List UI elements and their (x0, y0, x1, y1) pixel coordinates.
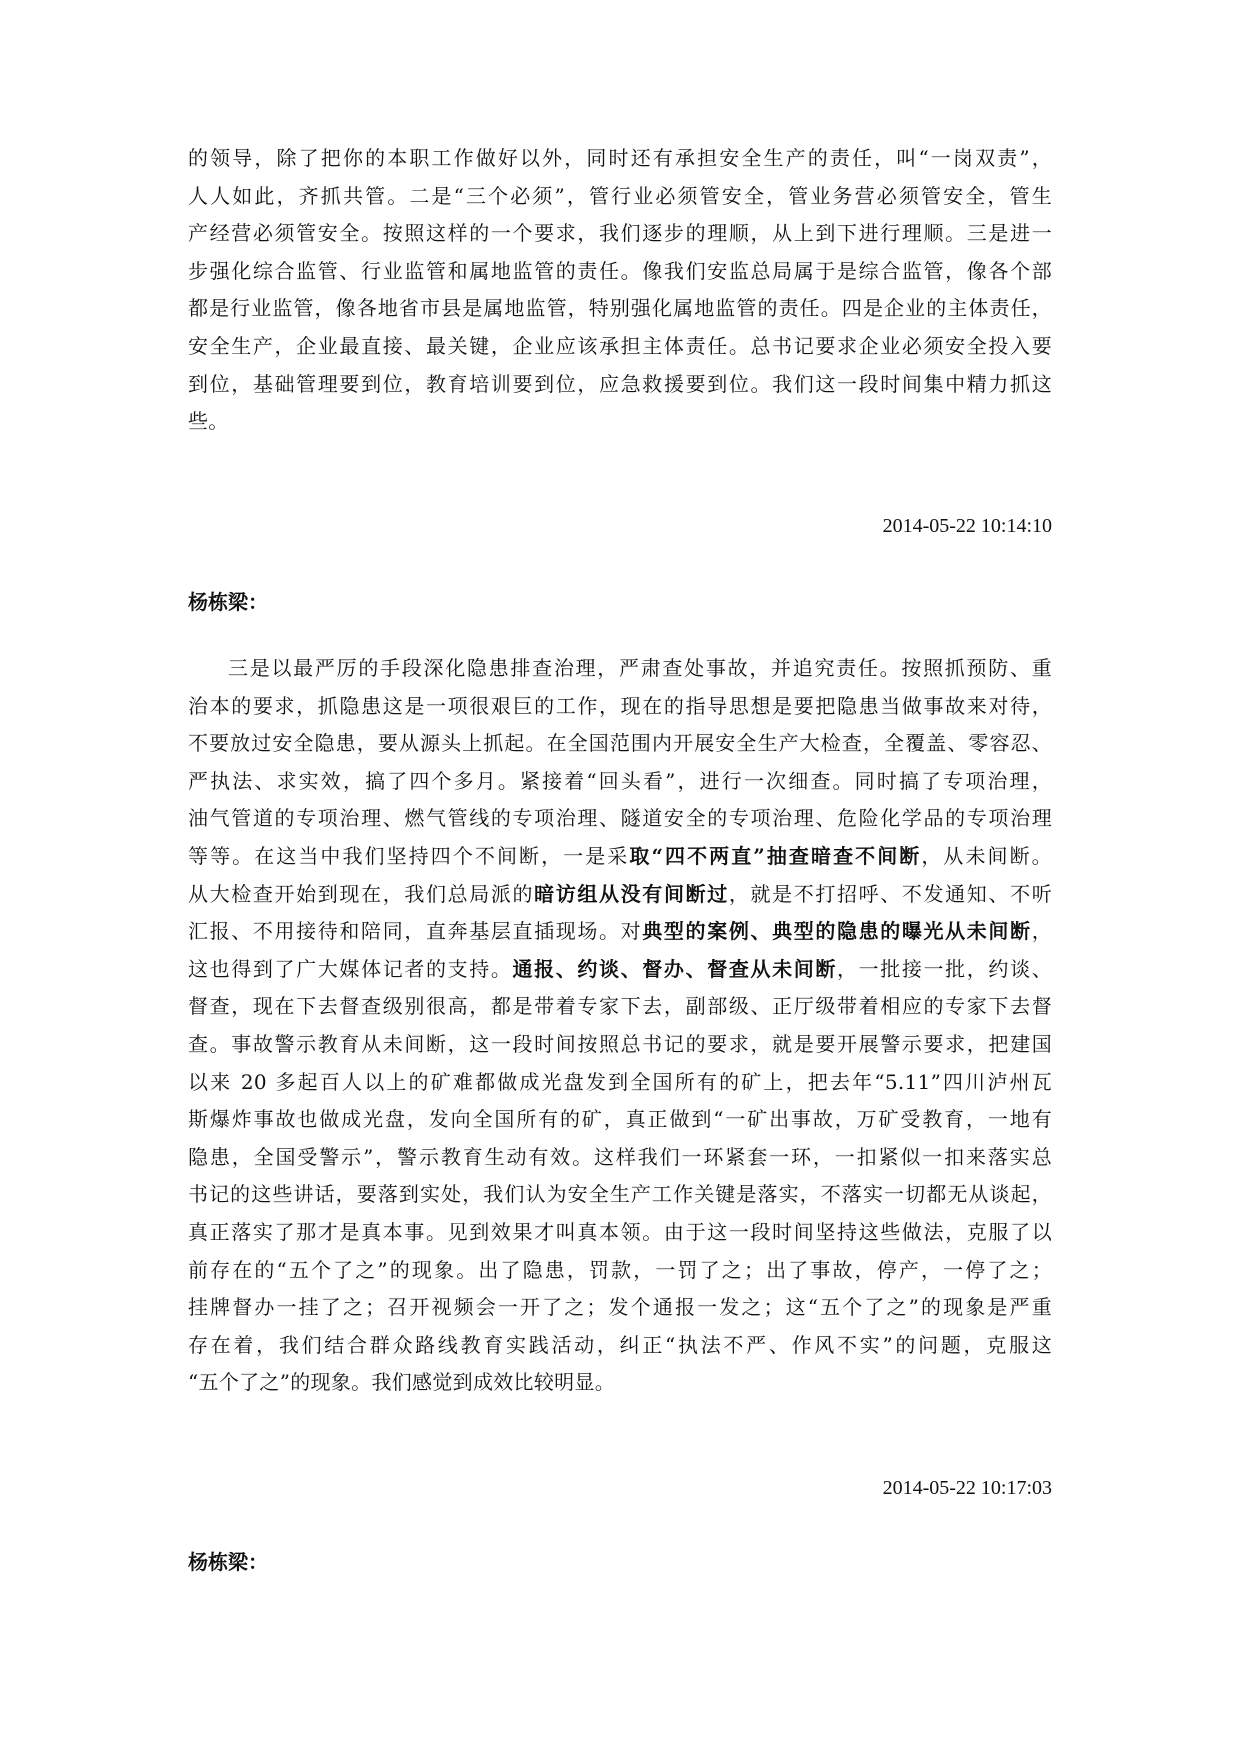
bold-phrase: 暗访组从没有间断过 (534, 881, 729, 906)
text-line: 不要放过安全隐患，要从源头上抓起。在全国范围内开展安全生产大检查，全覆盖、零容忍、 (188, 731, 1052, 756)
text-line: 督查，现在下去督查级别很高，都是带着专家下去，副部级、正厅级带着相应的专家下去督 (188, 994, 1052, 1019)
text-run: ，从未间断。 (921, 843, 1052, 868)
timestamp-1: 2014-05-22 10:14:10 (882, 515, 1052, 537)
text-line: 些。 (188, 409, 229, 434)
text-line: 存在着，我们结合群众路线教育实践活动，纠正“执法不严、作风不实”的问题，克服这 (188, 1332, 1052, 1357)
text-line: 真正落实了那才是真本事。见到效果才叫真本领。由于这一段时间坚持这些做法，克服了以 (188, 1219, 1052, 1244)
text-line: 书记的这些讲话，要落到实处，我们认为安全生产工作关键是落实，不落实一切都无从谈起， (188, 1182, 1052, 1207)
text-run: 这也得到了广大媒体记者的支持。 (188, 956, 513, 981)
paragraph-block2 (188, 650, 1052, 1402)
bold-phrase: 通报、约谈、督办、督查从未间断 (512, 956, 837, 981)
text-line: 斯爆炸事故也做成光盘，发向全国所有的矿，真正做到“一矿出事故，万矿受教育，一地有 (188, 1107, 1052, 1132)
paragraph-block1 (188, 140, 1052, 441)
text-line: 严执法、求实效，搞了四个多月。紧接着“回头看”，进行一次细查。同时搞了专项治理， (188, 768, 1052, 793)
text-line: 步强化综合监管、行业监管和属地监管的责任。像我们安监总局属于是综合监管，像各个部 (188, 258, 1052, 283)
speaker-name-2: 杨栋梁： (188, 1550, 268, 1574)
bold-phrase: 取“四不两直”抽查暗查不间断 (629, 843, 922, 868)
text-line: 人人如此，齐抓共管。二是“三个必须”，管行业必须管安全，管业务营必须管安全，管生 (188, 183, 1052, 208)
text-run: 汇报、不用接待和陪同，直奔基层直插现场。对 (188, 919, 643, 944)
text-run: ，一批接一批，约谈、 (837, 956, 1052, 981)
text-line: 油气管道的专项治理、燃气管线的专项治理、隧道安全的专项治理、危险化学品的专项治理 (188, 806, 1052, 831)
text-line: 以来 20 多起百人以上的矿难都做成光盘发到全国所有的矿上，把去年“5.11”四川泸州瓦 (188, 1069, 1052, 1094)
text-run: 从大检查开始到现在，我们总局派的 (188, 881, 535, 906)
text-line: 到位，基础管理要到位，教育培训要到位，应急救援要到位。我们这一段时间集中精力抓这 (188, 371, 1052, 396)
text-line (188, 876, 1052, 914)
text-line (188, 951, 1052, 989)
text-line: 查。事故警示教育从未间断，这一段时间按照总书记的要求，就是要开展警示要求，把建国 (188, 1031, 1052, 1056)
bold-phrase: 典型的案例、典型的隐患的曝光从未间断 (642, 919, 1032, 944)
text-line (188, 913, 1052, 951)
text-line: 挂牌督办一挂了之；召开视频会一开了之；发个通报一发之；这“五个了之”的现象是严重 (188, 1295, 1052, 1320)
text-line: 前存在的“五个了之”的现象。出了隐患，罚款，一罚了之；出了事故，停产，一停了之； (188, 1257, 1052, 1282)
text-line: 治本的要求，抓隐患这是一项很艰巨的工作，现在的指导思想是要把隐患当做事故来对待， (188, 693, 1052, 718)
speaker-name-1: 杨栋梁： (188, 590, 268, 614)
text-line: 产经营必须管安全。按照这样的一个要求，我们逐步的理顺，从上到下进行理顺。三是进一 (188, 221, 1052, 246)
text-line: 安全生产，企业最直接、最关键，企业应该承担主体责任。总书记要求企业必须安全投入要 (188, 333, 1052, 358)
timestamp-2: 2014-05-22 10:17:03 (882, 1477, 1052, 1499)
text-line: 三是以最严厉的手段深化隐患排查治理，严肃查处事故，并追究责任。按照抓预防、重 (228, 656, 1052, 680)
text-run: 等等。在这当中我们坚持四个不间断，一是采 (188, 843, 630, 868)
text-run: ，就是不打招呼、不发通知、不听 (728, 881, 1053, 906)
text-line: 都是行业监管，像各地省市县是属地监管，特别强化属地监管的责任。四是企业的主体责任， (188, 296, 1052, 321)
text-line (188, 838, 1052, 876)
text-line: “五个了之”的现象。我们感觉到成效比较明显。 (188, 1370, 616, 1395)
text-line: 的领导，除了把你的本职工作做好以外，同时还有承担安全生产的责任，叫“一岗双责”， (188, 146, 1052, 170)
text-run: ， (1031, 919, 1052, 944)
text-line: 隐患，全国受警示”，警示教育生动有效。这样我们一环紧套一环，一扣紧似一扣来落实总 (188, 1144, 1052, 1169)
